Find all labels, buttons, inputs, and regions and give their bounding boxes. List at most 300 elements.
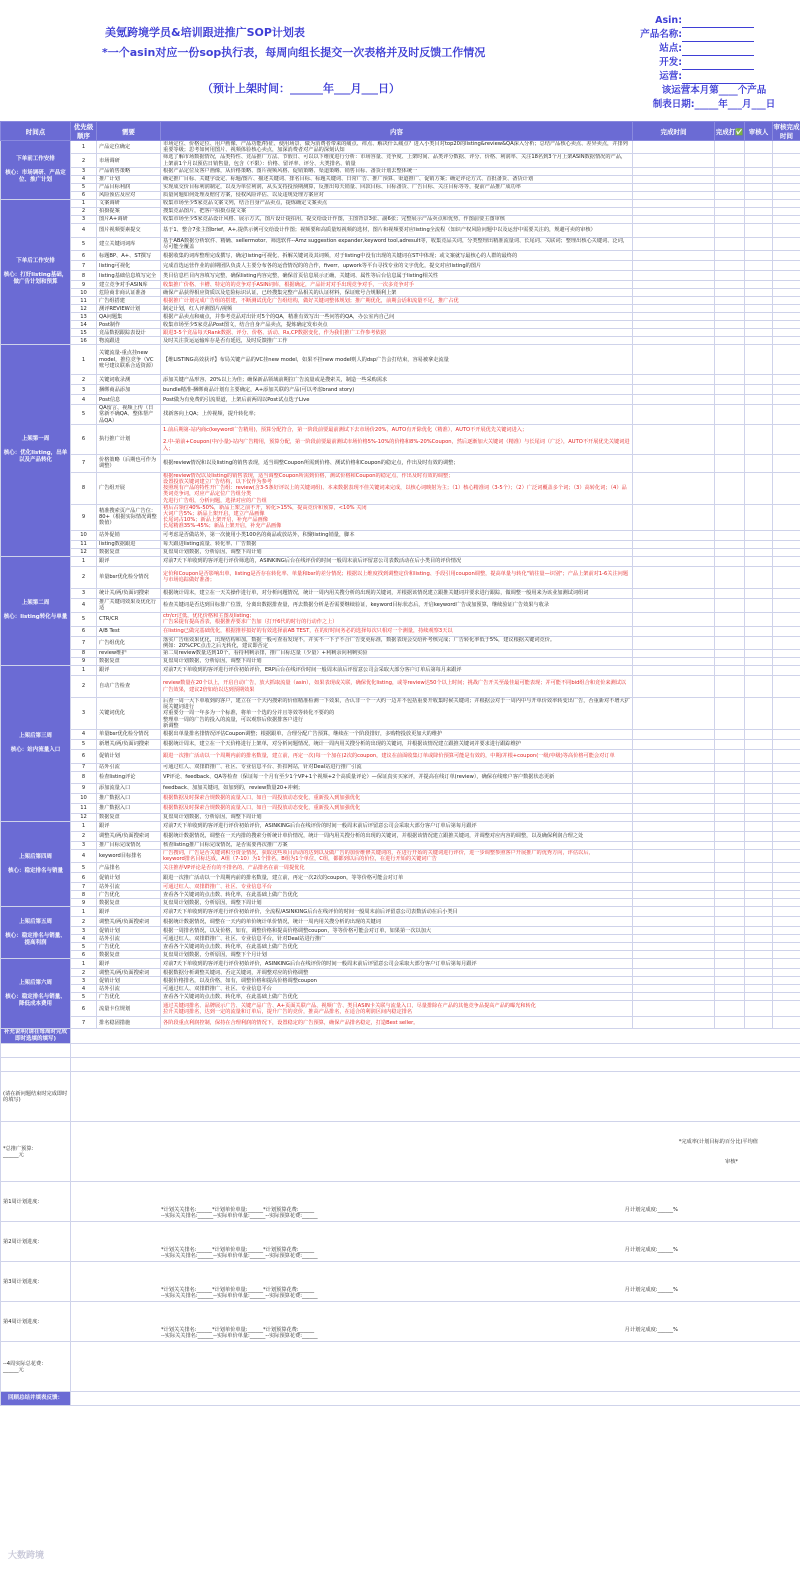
done-check-cell[interactable] (715, 237, 745, 250)
reviewer-cell[interactable] (745, 337, 773, 345)
review-time-cell[interactable] (773, 935, 800, 943)
done-check-cell[interactable] (715, 935, 745, 943)
finish-time-cell[interactable] (633, 237, 715, 250)
done-check-cell[interactable] (715, 183, 745, 191)
finish-time-cell[interactable] (633, 850, 715, 863)
reviewer-cell[interactable] (745, 289, 773, 297)
done-check-cell[interactable] (715, 566, 745, 588)
finish-time-cell[interactable] (633, 1001, 715, 1017)
reviewer-cell[interactable] (745, 540, 773, 548)
finish-time-cell[interactable] (633, 764, 715, 772)
reviewer-cell[interactable] (745, 191, 773, 199)
reviewer-cell[interactable] (745, 822, 773, 832)
finish-time-cell[interactable] (633, 636, 715, 649)
done-check-cell[interactable] (715, 927, 745, 935)
reviewer-cell[interactable] (745, 804, 773, 814)
review-time-cell[interactable] (773, 899, 800, 907)
done-check-cell[interactable] (715, 969, 745, 977)
review-time-cell[interactable] (773, 261, 800, 271)
reviewer-cell[interactable] (745, 850, 773, 863)
review-time-cell[interactable] (773, 289, 800, 297)
reviewer-cell[interactable] (745, 943, 773, 951)
review-time-cell[interactable] (773, 566, 800, 588)
review-time-cell[interactable] (773, 794, 800, 804)
review-time-cell[interactable] (773, 313, 800, 321)
done-check-cell[interactable] (715, 985, 745, 993)
reviewer-cell[interactable] (745, 215, 773, 223)
review-time-cell[interactable] (773, 556, 800, 566)
reviewer-cell[interactable] (745, 842, 773, 850)
done-check-cell[interactable] (715, 297, 745, 305)
reviewer-cell[interactable] (745, 883, 773, 891)
finish-time-cell[interactable] (633, 337, 715, 345)
review-time-cell[interactable] (773, 977, 800, 985)
review-time-cell[interactable] (773, 385, 800, 395)
done-check-cell[interactable] (715, 540, 745, 548)
finish-time-cell[interactable] (633, 842, 715, 850)
done-check-cell[interactable] (715, 548, 745, 556)
reviewer-cell[interactable] (745, 891, 773, 899)
review-time-cell[interactable] (773, 1017, 800, 1029)
done-check-cell[interactable] (715, 993, 745, 1001)
week-plan-fill[interactable] (71, 1182, 800, 1222)
done-check-cell[interactable] (715, 289, 745, 297)
finish-time-cell[interactable] (633, 917, 715, 927)
finish-time-cell[interactable] (633, 784, 715, 794)
done-check-cell[interactable] (715, 794, 745, 804)
reviewer-cell[interactable] (745, 626, 773, 636)
done-check-cell[interactable] (715, 175, 745, 183)
finish-time-cell[interactable] (633, 598, 715, 612)
done-check-cell[interactable] (715, 951, 745, 959)
finish-time-cell[interactable] (633, 873, 715, 883)
blank-row-fill[interactable] (71, 1058, 800, 1072)
review-time-cell[interactable] (773, 223, 800, 237)
reviewer-cell[interactable] (745, 666, 773, 676)
reviewer-cell[interactable] (745, 598, 773, 612)
done-check-cell[interactable] (715, 424, 745, 454)
done-check-cell[interactable] (715, 191, 745, 199)
finish-time-cell[interactable] (633, 305, 715, 313)
reviewer-cell[interactable] (745, 959, 773, 969)
done-check-cell[interactable] (715, 504, 745, 530)
done-check-cell[interactable] (715, 626, 745, 636)
review-time-cell[interactable] (773, 650, 800, 658)
done-check-cell[interactable] (715, 588, 745, 598)
done-check-cell[interactable] (715, 215, 745, 223)
review-time-cell[interactable] (773, 345, 800, 375)
review-time-cell[interactable] (773, 804, 800, 814)
bottom-label-fill[interactable] (71, 1392, 800, 1406)
finish-time-cell[interactable] (633, 750, 715, 764)
done-check-cell[interactable] (715, 454, 745, 472)
finish-time-cell[interactable] (633, 199, 715, 207)
finish-time-cell[interactable] (633, 891, 715, 899)
reviewer-cell[interactable] (745, 917, 773, 927)
reviewer-cell[interactable] (745, 167, 773, 175)
review-time-cell[interactable] (773, 281, 800, 289)
final-budget-fill[interactable] (71, 1342, 800, 1392)
done-check-cell[interactable] (715, 650, 745, 658)
done-check-cell[interactable] (715, 772, 745, 784)
review-time-cell[interactable] (773, 698, 800, 730)
done-check-cell[interactable] (715, 943, 745, 951)
reviewer-cell[interactable] (745, 321, 773, 329)
finish-time-cell[interactable] (633, 658, 715, 666)
done-check-cell[interactable] (715, 842, 745, 850)
review-time-cell[interactable] (773, 251, 800, 261)
review-time-cell[interactable] (773, 951, 800, 959)
ops-field[interactable] (682, 74, 754, 84)
finish-time-cell[interactable] (633, 329, 715, 337)
reviewer-cell[interactable] (745, 784, 773, 794)
review-time-cell[interactable] (773, 199, 800, 207)
reviewer-cell[interactable] (745, 1017, 773, 1029)
review-time-cell[interactable] (773, 636, 800, 649)
finish-time-cell[interactable] (633, 814, 715, 822)
reviewer-cell[interactable] (745, 375, 773, 385)
plan-note-fill[interactable] (71, 1072, 800, 1122)
done-check-cell[interactable] (715, 666, 745, 676)
finish-time-cell[interactable] (633, 375, 715, 385)
done-check-cell[interactable] (715, 977, 745, 985)
review-time-cell[interactable] (773, 959, 800, 969)
review-time-cell[interactable] (773, 730, 800, 740)
reviewer-cell[interactable] (745, 863, 773, 873)
week-plan-fill[interactable] (71, 1222, 800, 1262)
review-time-cell[interactable] (773, 676, 800, 698)
done-check-cell[interactable] (715, 658, 745, 666)
done-check-cell[interactable] (715, 375, 745, 385)
review-time-cell[interactable] (773, 237, 800, 250)
review-time-cell[interactable] (773, 329, 800, 337)
done-check-cell[interactable] (715, 141, 745, 154)
reviewer-cell[interactable] (745, 650, 773, 658)
finish-time-cell[interactable] (633, 899, 715, 907)
finish-time-cell[interactable] (633, 472, 715, 504)
reviewer-cell[interactable] (745, 405, 773, 425)
done-check-cell[interactable] (715, 863, 745, 873)
finish-time-cell[interactable] (633, 289, 715, 297)
reviewer-cell[interactable] (745, 750, 773, 764)
finish-time-cell[interactable] (633, 548, 715, 556)
done-check-cell[interactable] (715, 167, 745, 175)
finish-time-cell[interactable] (633, 313, 715, 321)
review-time-cell[interactable] (773, 612, 800, 626)
finish-time-cell[interactable] (633, 297, 715, 305)
reviewer-cell[interactable] (745, 556, 773, 566)
review-time-cell[interactable] (773, 873, 800, 883)
finish-time-cell[interactable] (633, 167, 715, 175)
review-time-cell[interactable] (773, 183, 800, 191)
reviewer-cell[interactable] (745, 305, 773, 313)
finish-time-cell[interactable] (633, 154, 715, 167)
review-time-cell[interactable] (773, 883, 800, 891)
done-check-cell[interactable] (715, 405, 745, 425)
reviewer-cell[interactable] (745, 764, 773, 772)
done-check-cell[interactable] (715, 271, 745, 281)
reviewer-cell[interactable] (745, 199, 773, 207)
done-check-cell[interactable] (715, 822, 745, 832)
reviewer-cell[interactable] (745, 951, 773, 959)
review-time-cell[interactable] (773, 784, 800, 794)
finish-time-cell[interactable] (633, 281, 715, 289)
done-check-cell[interactable] (715, 385, 745, 395)
reviewer-cell[interactable] (745, 281, 773, 289)
reviewer-cell[interactable] (745, 676, 773, 698)
reviewer-cell[interactable] (745, 154, 773, 167)
done-check-cell[interactable] (715, 199, 745, 207)
finish-time-cell[interactable] (633, 969, 715, 977)
review-time-cell[interactable] (773, 191, 800, 199)
reviewer-cell[interactable] (745, 588, 773, 598)
reviewer-cell[interactable] (745, 772, 773, 784)
done-check-cell[interactable] (715, 337, 745, 345)
finish-time-cell[interactable] (633, 395, 715, 405)
review-time-cell[interactable] (773, 863, 800, 873)
review-time-cell[interactable] (773, 1001, 800, 1017)
done-check-cell[interactable] (715, 784, 745, 794)
review-time-cell[interactable] (773, 626, 800, 636)
done-check-cell[interactable] (715, 814, 745, 822)
finish-time-cell[interactable] (633, 863, 715, 873)
review-time-cell[interactable] (773, 504, 800, 530)
review-time-cell[interactable] (773, 207, 800, 215)
finish-time-cell[interactable] (633, 540, 715, 548)
finish-time-cell[interactable] (633, 588, 715, 598)
review-time-cell[interactable] (773, 842, 800, 850)
finish-time-cell[interactable] (633, 612, 715, 626)
reviewer-cell[interactable] (745, 454, 773, 472)
reviewer-cell[interactable] (745, 261, 773, 271)
done-check-cell[interactable] (715, 223, 745, 237)
reviewer-cell[interactable] (745, 395, 773, 405)
review-time-cell[interactable] (773, 588, 800, 598)
reviewer-cell[interactable] (745, 223, 773, 237)
finish-time-cell[interactable] (633, 215, 715, 223)
reviewer-cell[interactable] (745, 472, 773, 504)
done-check-cell[interactable] (715, 959, 745, 969)
done-check-cell[interactable] (715, 313, 745, 321)
review-time-cell[interactable] (773, 658, 800, 666)
finish-time-cell[interactable] (633, 223, 715, 237)
review-time-cell[interactable] (773, 814, 800, 822)
reviewer-cell[interactable] (745, 814, 773, 822)
review-time-cell[interactable] (773, 337, 800, 345)
finish-time-cell[interactable] (633, 935, 715, 943)
finish-time-cell[interactable] (633, 405, 715, 425)
done-check-cell[interactable] (715, 698, 745, 730)
finish-time-cell[interactable] (633, 959, 715, 969)
finish-time-cell[interactable] (633, 626, 715, 636)
done-check-cell[interactable] (715, 636, 745, 649)
finish-time-cell[interactable] (633, 927, 715, 935)
review-time-cell[interactable] (773, 740, 800, 750)
done-check-cell[interactable] (715, 321, 745, 329)
finish-time-cell[interactable] (633, 832, 715, 842)
done-check-cell[interactable] (715, 764, 745, 772)
review-time-cell[interactable] (773, 271, 800, 281)
reviewer-cell[interactable] (745, 566, 773, 588)
asin-field[interactable] (682, 18, 754, 28)
finish-time-cell[interactable] (633, 530, 715, 540)
review-time-cell[interactable] (773, 424, 800, 454)
reviewer-cell[interactable] (745, 175, 773, 183)
finish-time-cell[interactable] (633, 993, 715, 1001)
done-check-cell[interactable] (715, 154, 745, 167)
finish-time-cell[interactable] (633, 666, 715, 676)
finish-time-cell[interactable] (633, 556, 715, 566)
reviewer-cell[interactable] (745, 740, 773, 750)
reviewer-cell[interactable] (745, 985, 773, 993)
finish-time-cell[interactable] (633, 794, 715, 804)
review-time-cell[interactable] (773, 969, 800, 977)
done-check-cell[interactable] (715, 1001, 745, 1017)
done-check-cell[interactable] (715, 395, 745, 405)
review-time-cell[interactable] (773, 154, 800, 167)
done-check-cell[interactable] (715, 883, 745, 891)
review-time-cell[interactable] (773, 666, 800, 676)
reviewer-cell[interactable] (745, 313, 773, 321)
reviewer-cell[interactable] (745, 183, 773, 191)
done-check-cell[interactable] (715, 556, 745, 566)
reviewer-cell[interactable] (745, 927, 773, 935)
reviewer-cell[interactable] (745, 207, 773, 215)
finish-time-cell[interactable] (633, 251, 715, 261)
finish-time-cell[interactable] (633, 454, 715, 472)
finish-time-cell[interactable] (633, 985, 715, 993)
done-check-cell[interactable] (715, 730, 745, 740)
reviewer-cell[interactable] (745, 832, 773, 842)
done-check-cell[interactable] (715, 676, 745, 698)
review-time-cell[interactable] (773, 764, 800, 772)
done-check-cell[interactable] (715, 305, 745, 313)
done-check-cell[interactable] (715, 750, 745, 764)
reviewer-cell[interactable] (745, 794, 773, 804)
finish-time-cell[interactable] (633, 977, 715, 985)
finish-time-cell[interactable] (633, 951, 715, 959)
done-check-cell[interactable] (715, 472, 745, 504)
done-check-cell[interactable] (715, 261, 745, 271)
reviewer-cell[interactable] (745, 1001, 773, 1017)
review-time-cell[interactable] (773, 175, 800, 183)
supplement-label-fill[interactable] (71, 1029, 800, 1044)
review-time-cell[interactable] (773, 141, 800, 154)
finish-time-cell[interactable] (633, 321, 715, 329)
reviewer-cell[interactable] (745, 271, 773, 281)
review-time-cell[interactable] (773, 772, 800, 784)
reviewer-cell[interactable] (745, 907, 773, 917)
finish-time-cell[interactable] (633, 822, 715, 832)
review-time-cell[interactable] (773, 943, 800, 951)
reviewer-cell[interactable] (745, 548, 773, 556)
finish-time-cell[interactable] (633, 424, 715, 454)
reviewer-cell[interactable] (745, 385, 773, 395)
done-check-cell[interactable] (715, 530, 745, 540)
budget-label-fill[interactable] (71, 1122, 800, 1182)
review-time-cell[interactable] (773, 454, 800, 472)
done-check-cell[interactable] (715, 917, 745, 927)
review-time-cell[interactable] (773, 927, 800, 935)
reviewer-cell[interactable] (745, 698, 773, 730)
reviewer-cell[interactable] (745, 329, 773, 337)
finish-time-cell[interactable] (633, 772, 715, 784)
reviewer-cell[interactable] (745, 969, 773, 977)
reviewer-cell[interactable] (745, 141, 773, 154)
review-time-cell[interactable] (773, 917, 800, 927)
product-field[interactable] (682, 32, 754, 42)
reviewer-cell[interactable] (745, 873, 773, 883)
review-time-cell[interactable] (773, 395, 800, 405)
reviewer-cell[interactable] (745, 251, 773, 261)
reviewer-cell[interactable] (745, 658, 773, 666)
reviewer-cell[interactable] (745, 424, 773, 454)
done-check-cell[interactable] (715, 612, 745, 626)
reviewer-cell[interactable] (745, 530, 773, 540)
review-time-cell[interactable] (773, 832, 800, 842)
done-check-cell[interactable] (715, 207, 745, 215)
finish-time-cell[interactable] (633, 183, 715, 191)
review-time-cell[interactable] (773, 167, 800, 175)
reviewer-cell[interactable] (745, 977, 773, 985)
done-check-cell[interactable] (715, 598, 745, 612)
review-time-cell[interactable] (773, 321, 800, 329)
review-time-cell[interactable] (773, 405, 800, 425)
week-plan-fill[interactable] (71, 1302, 800, 1342)
done-check-cell[interactable] (715, 891, 745, 899)
review-time-cell[interactable] (773, 540, 800, 548)
week-plan-fill[interactable] (71, 1262, 800, 1302)
done-check-cell[interactable] (715, 907, 745, 917)
review-time-cell[interactable] (773, 530, 800, 540)
review-time-cell[interactable] (773, 472, 800, 504)
done-check-cell[interactable] (715, 329, 745, 337)
finish-time-cell[interactable] (633, 566, 715, 588)
finish-time-cell[interactable] (633, 141, 715, 154)
reviewer-cell[interactable] (745, 899, 773, 907)
done-check-cell[interactable] (715, 740, 745, 750)
reviewer-cell[interactable] (745, 612, 773, 626)
finish-time-cell[interactable] (633, 191, 715, 199)
reviewer-cell[interactable] (745, 636, 773, 649)
finish-time-cell[interactable] (633, 883, 715, 891)
site-field[interactable] (682, 46, 754, 56)
review-time-cell[interactable] (773, 850, 800, 863)
reviewer-cell[interactable] (745, 504, 773, 530)
done-check-cell[interactable] (715, 345, 745, 375)
finish-time-cell[interactable] (633, 650, 715, 658)
finish-time-cell[interactable] (633, 271, 715, 281)
reviewer-cell[interactable] (745, 935, 773, 943)
finish-time-cell[interactable] (633, 345, 715, 375)
done-check-cell[interactable] (715, 251, 745, 261)
review-time-cell[interactable] (773, 305, 800, 313)
finish-time-cell[interactable] (633, 730, 715, 740)
review-time-cell[interactable] (773, 375, 800, 385)
done-check-cell[interactable] (715, 281, 745, 289)
reviewer-cell[interactable] (745, 730, 773, 740)
review-time-cell[interactable] (773, 891, 800, 899)
done-check-cell[interactable] (715, 832, 745, 842)
done-check-cell[interactable] (715, 850, 745, 863)
reviewer-cell[interactable] (745, 297, 773, 305)
finish-time-cell[interactable] (633, 207, 715, 215)
review-time-cell[interactable] (773, 993, 800, 1001)
finish-time-cell[interactable] (633, 385, 715, 395)
done-check-cell[interactable] (715, 804, 745, 814)
review-time-cell[interactable] (773, 822, 800, 832)
review-time-cell[interactable] (773, 297, 800, 305)
